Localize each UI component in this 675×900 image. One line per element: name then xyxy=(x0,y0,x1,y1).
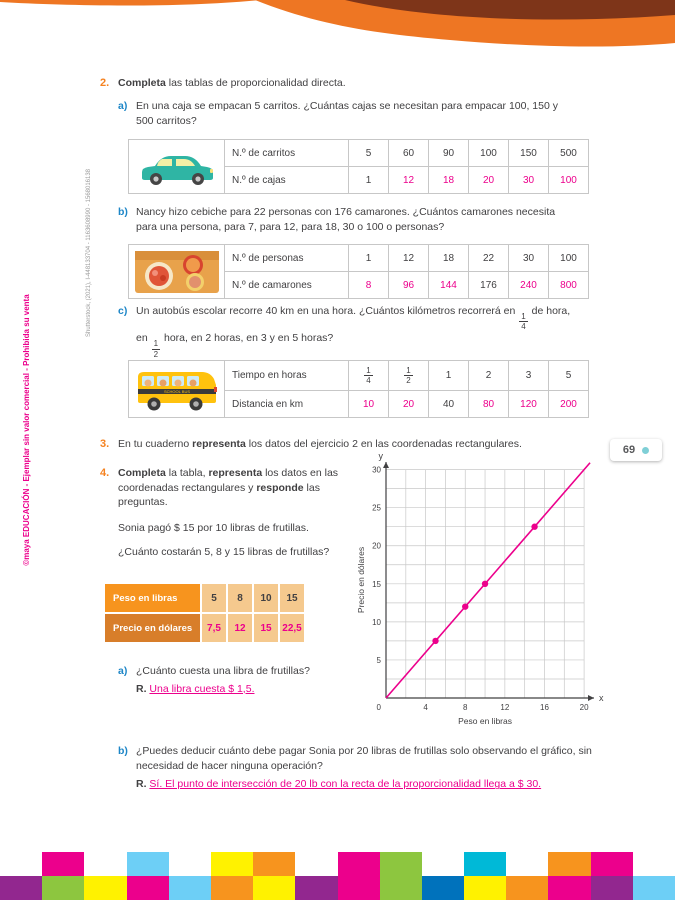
table-header-peso: Peso en libras xyxy=(105,584,200,612)
decor-tile xyxy=(380,876,422,900)
value-cell: 12 xyxy=(389,245,429,272)
decor-tile xyxy=(633,852,675,876)
decor-tile xyxy=(591,876,633,900)
decor-tile xyxy=(464,876,506,900)
value-cell: 176 xyxy=(469,272,509,299)
value-cell: 3 xyxy=(509,361,549,391)
answer-cell: 22,5 xyxy=(280,614,304,642)
decor-tile xyxy=(380,852,422,876)
answer-cell: 96 xyxy=(389,272,429,299)
table-carritos xyxy=(128,139,589,194)
fraction-one-half: $\frac{1}{2}$ xyxy=(153,339,159,359)
table-autobus xyxy=(128,360,589,418)
answer-text: Una libra cuesta $ 1,5. xyxy=(149,682,255,695)
value-cell: 8 xyxy=(228,584,252,612)
exercise-2b xyxy=(118,205,558,234)
value-cell: 1 xyxy=(349,167,389,194)
decor-tile xyxy=(464,852,506,876)
table-camarones xyxy=(128,244,589,299)
decor-tile xyxy=(169,852,211,876)
value-cell: 40 xyxy=(429,391,469,418)
decor-row-top xyxy=(0,852,675,876)
badge-dot-icon xyxy=(642,447,649,454)
decor-tile xyxy=(548,852,590,876)
photo-credits: Shutterstock, (2021), I-448133704 - 1163608990 - 1568016138 xyxy=(86,168,92,337)
svg-text:12: 12 xyxy=(500,703,510,712)
answer-cell: 18 xyxy=(429,167,469,194)
page-number: 69 xyxy=(622,444,636,456)
value-cell: 18 xyxy=(429,245,469,272)
item-a-letter: a) xyxy=(118,100,128,112)
decor-tile xyxy=(591,852,633,876)
answer-cell: 30 xyxy=(509,167,549,194)
top-wave-decoration xyxy=(0,0,675,56)
answer-cell: 80 xyxy=(469,391,509,418)
decor-tile xyxy=(253,852,295,876)
svg-text:30: 30 xyxy=(372,465,381,475)
label-cell: Tiempo en horas xyxy=(225,361,349,391)
decor-tile xyxy=(548,876,590,900)
table-header-precio: Precio en dólares xyxy=(105,614,200,642)
answer-cell: 20 xyxy=(389,391,429,418)
answer-cell: 200 xyxy=(549,391,589,418)
value-cell: 5 xyxy=(349,140,389,167)
svg-text:15: 15 xyxy=(372,579,381,589)
answer-cell: 10 xyxy=(349,391,389,418)
question-b-letter: b) xyxy=(118,745,128,757)
value-cell: 5 xyxy=(202,584,226,612)
decor-tile xyxy=(295,852,337,876)
answer-cell: 120 xyxy=(509,391,549,418)
value-cell: 500 xyxy=(549,140,589,167)
exercise-2-intro: Completa las tablas de proporcionalidad directa. xyxy=(118,77,346,89)
answer-cell: 12 xyxy=(389,167,429,194)
car-icon xyxy=(134,147,220,187)
answer-cell: 800 xyxy=(549,272,589,299)
coordinate-chart xyxy=(356,450,618,735)
exercise-4-header xyxy=(100,466,363,510)
svg-text:5: 5 xyxy=(376,655,381,665)
decor-tile xyxy=(338,852,380,876)
exercise-4-statement: Sonia pagó $ 15 por 10 libras de frutillas. xyxy=(118,522,309,534)
question-b-text: ¿Puedes deducir cuánto debe pagar Sonia por 20 libras de frutillas solo observando el gráfico, sin necesidad de hacer ninguna operación? xyxy=(136,745,592,772)
value-cell: 22 xyxy=(469,245,509,272)
decor-tile xyxy=(42,852,84,876)
decor-tile xyxy=(506,852,548,876)
decor-tile xyxy=(506,876,548,900)
answer-cell: 240 xyxy=(509,272,549,299)
svg-text:10: 10 xyxy=(372,617,381,627)
question-a xyxy=(118,664,380,696)
label-cell: N.º de carritos xyxy=(225,140,349,167)
decor-tile xyxy=(0,852,42,876)
svg-text:Peso en libras: Peso en libras xyxy=(458,716,512,726)
decor-tile xyxy=(127,876,169,900)
school-bus-icon xyxy=(132,365,222,413)
exercise-4-question: ¿Cuánto costarán 5, 8 y 15 libras de frutillas? xyxy=(118,546,330,558)
bus-sign-text: SCHOOL BUS xyxy=(163,389,190,395)
exercise-2a xyxy=(118,99,570,128)
item-c-letter: c) xyxy=(118,305,128,317)
value-cell: 90 xyxy=(429,140,469,167)
svg-text:20: 20 xyxy=(579,703,589,712)
item-b-letter: b) xyxy=(118,206,128,218)
school-bus-illustration xyxy=(129,361,225,418)
svg-text:8: 8 xyxy=(463,703,468,712)
decor-tile xyxy=(127,852,169,876)
fraction-one-fourth: $\frac{1}{4}$ xyxy=(521,312,526,332)
exercise-4-number: 4. xyxy=(100,467,110,479)
car-illustration xyxy=(129,140,225,194)
cebiche-illustration xyxy=(129,245,225,299)
decor-tile xyxy=(169,876,211,900)
price-weight-table xyxy=(105,584,304,642)
value-cell: 10 xyxy=(254,584,278,612)
value-cell: 150 xyxy=(509,140,549,167)
value-cell: 15 xyxy=(280,584,304,612)
item-c-text: Un autobús escolar recorre 40 km en una hora. ¿Cuántos kilómetros recorrerá en $\frac{1}{4}$ de hora, en $\frac{1}{2}$ hora, en 2 horas, en 3 y en 5 horas? xyxy=(136,305,571,359)
label-cell: N.º de camarones xyxy=(225,272,349,299)
exercise-4-intro: Completa la tabla, representa los datos en las coordenadas rectangulares y responde las preguntas. xyxy=(118,467,339,509)
bottom-color-band xyxy=(0,852,675,900)
svg-text:20: 20 xyxy=(372,541,381,551)
decor-row-bottom xyxy=(0,876,675,900)
answer-cell: 7,5 xyxy=(202,614,226,642)
decor-tile xyxy=(295,876,337,900)
answer-cell: 100 xyxy=(549,167,589,194)
exercise-2-number: 2. xyxy=(100,77,110,89)
value-cell-fraction: $\frac{1}{2}$ xyxy=(389,361,429,391)
question-b-response: R. Sí. El punto de intersección de 20 lb con la recta de la proporcionalidad llega a $ 30. xyxy=(136,778,542,791)
value-cell: 100 xyxy=(469,140,509,167)
decor-tile xyxy=(253,876,295,900)
decor-tile xyxy=(633,876,675,900)
decor-tile xyxy=(84,852,126,876)
cebiche-icon xyxy=(133,249,221,295)
value-cell: 1 xyxy=(349,245,389,272)
answer-cell: 20 xyxy=(469,167,509,194)
exercise-3-number: 3. xyxy=(100,438,110,450)
label-cell: N.º de cajas xyxy=(225,167,349,194)
svg-text:x: x xyxy=(599,693,604,703)
item-b-text: Nancy hizo cebiche para 22 personas con 176 camarones. ¿Cuántos camarones necesita para una persona, para 7, para 12, para 18, 30 o 100 o personas? xyxy=(136,206,556,233)
label-cell: Distancia en km xyxy=(225,391,349,418)
question-a-response: R. Una libra cuesta $ 1,5. xyxy=(136,682,255,695)
item-a-text: En una caja se empacan 5 carritos. ¿Cuántas cajas se necesitan para empacar 100, 150 y 500 carritos? xyxy=(136,100,558,127)
svg-text:25: 25 xyxy=(372,503,381,513)
question-b xyxy=(118,744,596,792)
answer-cell: 12 xyxy=(228,614,252,642)
value-cell-fraction: $\frac{1}{4}$ xyxy=(349,361,389,391)
publisher-sidebar-text: ©maya EDUCACIÓN - Ejemplar sin valor comercial - Prohibida su venta xyxy=(22,294,31,566)
svg-text:0: 0 xyxy=(376,703,381,712)
decor-tile xyxy=(422,852,464,876)
decor-tile xyxy=(0,876,42,900)
decor-tile xyxy=(42,876,84,900)
exercise-2-header xyxy=(100,76,590,91)
decor-tile xyxy=(338,876,380,900)
value-cell: 5 xyxy=(549,361,589,391)
answer-cell: 144 xyxy=(429,272,469,299)
label-cell: N.º de personas xyxy=(225,245,349,272)
decor-tile xyxy=(211,876,253,900)
svg-text:Precio en dólares: Precio en dólares xyxy=(356,546,366,614)
value-cell: 30 xyxy=(509,245,549,272)
svg-text:4: 4 xyxy=(423,703,428,712)
decor-tile xyxy=(422,876,464,900)
svg-text:y: y xyxy=(378,451,383,461)
answer-cell: 8 xyxy=(349,272,389,299)
question-a-text: ¿Cuánto cuesta una libra de frutillas? xyxy=(136,665,310,677)
answer-cell: 15 xyxy=(254,614,278,642)
exercise-3-text: En tu cuaderno representa los datos del ejercicio 2 en las coordenadas rectangulares. xyxy=(118,438,522,450)
svg-text:16: 16 xyxy=(540,703,549,712)
proportionality-graph xyxy=(356,450,618,730)
question-a-letter: a) xyxy=(118,665,128,677)
exercise-2c xyxy=(118,304,574,359)
value-cell: 60 xyxy=(389,140,429,167)
decor-tile xyxy=(211,852,253,876)
decor-tile xyxy=(84,876,126,900)
answer-text: Sí. El punto de intersección de 20 lb con la recta de la proporcionalidad llega a $ 30. xyxy=(149,778,542,791)
value-cell: 1 xyxy=(429,361,469,391)
value-cell: 2 xyxy=(469,361,509,391)
value-cell: 100 xyxy=(549,245,589,272)
